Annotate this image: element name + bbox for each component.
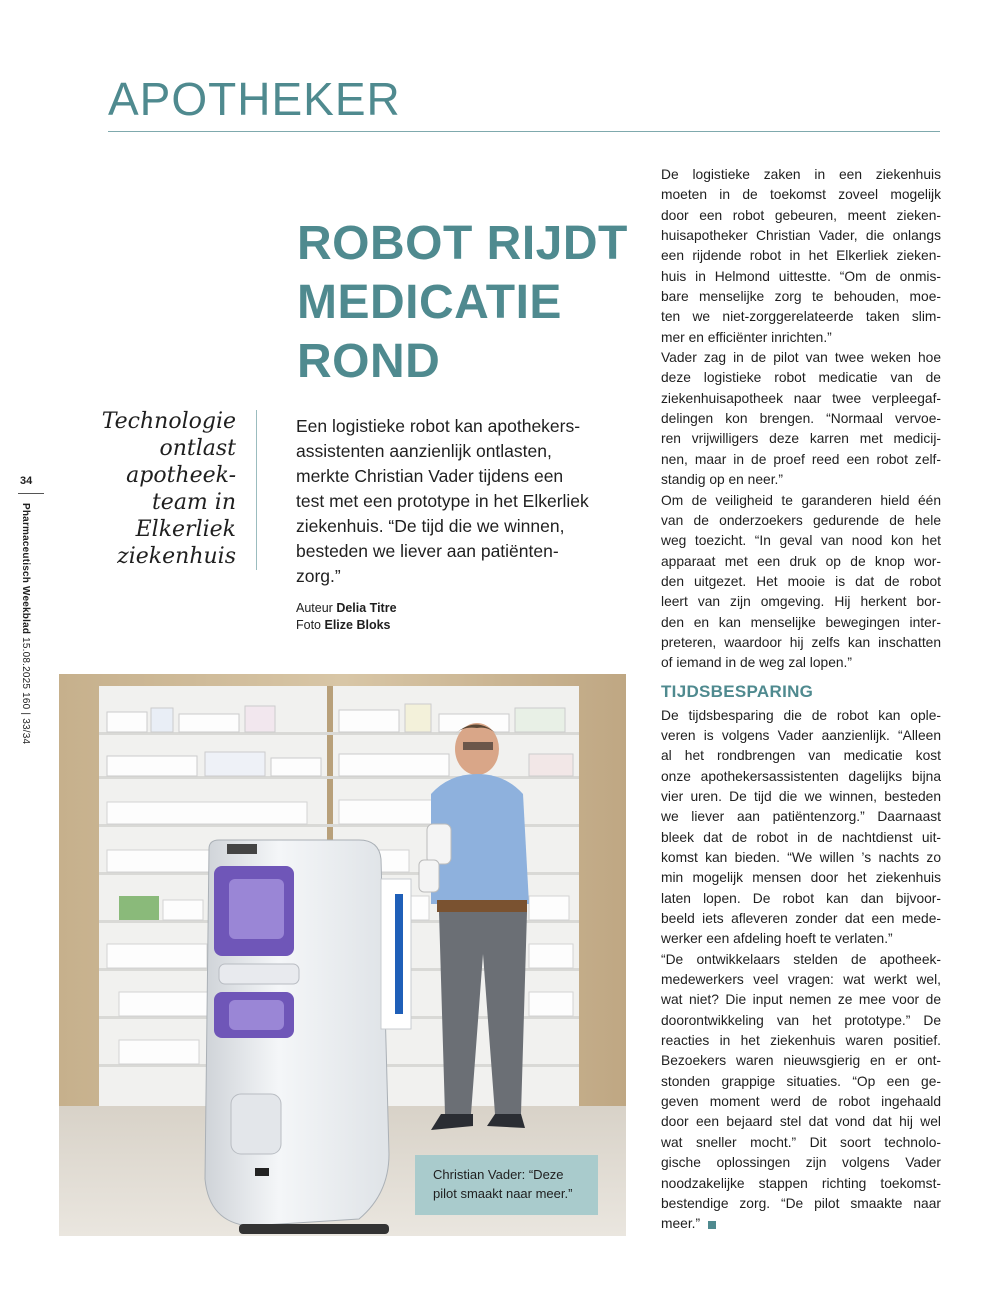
publication-name: Pharmaceutisch Weekblad bbox=[20, 503, 31, 635]
body-line: De logistieke zaken in een ziekenhuis bbox=[661, 167, 941, 182]
photographer-name: Elize Bloks bbox=[324, 618, 391, 632]
kicker-line: Elkerliek bbox=[135, 517, 236, 542]
body-line: apparaat met een druk op de knop wor- bbox=[661, 553, 941, 569]
kicker-line: ziekenhuis bbox=[117, 544, 236, 569]
body-line: den en kan menselijke bewegingen inter- bbox=[661, 614, 941, 630]
headline-line: ROND bbox=[297, 335, 441, 388]
body-line: werker een afdeling hoeft te verlaten.” bbox=[661, 931, 893, 947]
body-line: doorontwikkeling van het prototype.” De bbox=[661, 1012, 941, 1028]
body-line: door een robot gebeuren, meent zieken- bbox=[661, 207, 941, 223]
lede-line: test met een prototype in het Elkerliek bbox=[296, 491, 589, 511]
body-line: reacties in het ziekenhuis waren positief. bbox=[661, 1033, 941, 1049]
body-line: of iemand in de weg zal lopen.” bbox=[661, 655, 852, 671]
body-line: we liever aan patiëntenzorg.” Daarnaast bbox=[661, 809, 941, 825]
author-credit bbox=[296, 600, 397, 617]
body-line: leert van zijn omgeving. Hij herkent bor- bbox=[661, 594, 941, 610]
article-headline bbox=[297, 214, 647, 391]
body-line: gische oplossingen zijn volgens Vader bbox=[661, 1155, 941, 1171]
kicker-line: team in bbox=[151, 490, 236, 515]
kicker-line: apotheek- bbox=[126, 463, 236, 488]
lede-line: assistenten aanzienlijk ontlasten, bbox=[296, 441, 552, 461]
author-label: Auteur bbox=[296, 601, 333, 615]
body-line: min mogelijk mensen door het ziekenhuis bbox=[661, 870, 941, 886]
body-line: De tijdsbesparing die de robot kan ople- bbox=[661, 707, 941, 723]
body-column bbox=[661, 165, 941, 1235]
photo-illustration bbox=[59, 674, 626, 1236]
body-line: bare menselijke zorg te behouden, moe- bbox=[661, 289, 941, 305]
body-line: meer.” bbox=[661, 1214, 941, 1234]
headline-line: ROBOT RIJDT bbox=[297, 217, 628, 270]
folio-divider bbox=[18, 493, 44, 494]
headline-line: MEDICATIE bbox=[297, 276, 562, 329]
article-kicker bbox=[80, 408, 236, 570]
kicker-line: Technologie bbox=[101, 409, 236, 434]
body-line: bestendige zorg. “De pilot smaakte naar bbox=[661, 1195, 941, 1211]
body-line: Bezoekers waren nieuwsgierig en er ont- bbox=[661, 1053, 941, 1069]
article-photo bbox=[59, 674, 626, 1236]
body-line: delingen kon brengen. “Normaal vervoe- bbox=[661, 411, 941, 427]
photo-credit bbox=[296, 617, 397, 634]
caption-line: pilot smaakt naar meer.” bbox=[433, 1186, 573, 1201]
lede-line: Een logistieke robot kan apothekers- bbox=[296, 416, 581, 436]
body-line: preteren, waardoor hij zelfs kan inschatten bbox=[661, 634, 941, 650]
caption-line: Christian Vader: “Deze bbox=[433, 1167, 564, 1182]
kicker-divider bbox=[256, 410, 257, 570]
robot-illustration bbox=[205, 840, 389, 1234]
body-line: laten lopen. De robot kan dan bijvoor- bbox=[661, 890, 941, 906]
body-line: Om de veiligheid te garanderen hield één bbox=[661, 492, 941, 508]
body-line: van de onderzoekers gedurende de hele bbox=[661, 512, 941, 528]
lede-line: besteden we liever aan patiënten- bbox=[296, 541, 559, 561]
body-line: mer en efficiënter inrichten.” bbox=[661, 329, 832, 345]
body-line: een rijdende robot in het Elkerliek zieken- bbox=[661, 248, 941, 264]
lede-line: zorg.” bbox=[296, 566, 341, 586]
body-line: komst kan bieden. “We willen ’s nachts zo bbox=[661, 850, 941, 865]
body-line: geven moment werd de robot ingehaald bbox=[661, 1094, 941, 1110]
kicker-line: ontlast bbox=[159, 436, 236, 461]
lede-line: merkte Christian Vader tijdens een bbox=[296, 466, 564, 486]
body-line: “De ontwikkelaars stelden de apotheek- bbox=[661, 951, 941, 967]
body-line: nen, maar in de proef reed een robot zelf- bbox=[661, 451, 941, 467]
author-name: Delia Titre bbox=[336, 601, 397, 615]
body-line: onze apothekersassistenten dagelijks bijna bbox=[661, 768, 941, 784]
body-line: huisapotheker Christian Vader, die onlangs bbox=[661, 228, 941, 244]
body-line: weg toezicht. “In geval van nood kon het bbox=[661, 533, 941, 549]
body-part-2 bbox=[661, 706, 941, 1235]
body-line: moeten in de toekomst zoveel mogelijk bbox=[661, 187, 941, 203]
photo-label: Foto bbox=[296, 618, 322, 632]
publication-line bbox=[20, 503, 31, 744]
body-line: door een bejaard stel dat vond dat hij wel bbox=[661, 1114, 941, 1130]
body-line: noodzakelijke stappen richting toekomst- bbox=[661, 1175, 941, 1191]
page-number: 34 bbox=[20, 475, 33, 487]
body-line: Vader zag in de pilot van twee weken hoe bbox=[661, 350, 941, 366]
body-line: ren vrijwilligers deze karren met medicij- bbox=[661, 431, 941, 447]
lede-line: ziekenhuis. “De tijd die we winnen, bbox=[296, 516, 565, 536]
body-line: ziekenhuisapotheek naar twee verpleegaf- bbox=[661, 390, 941, 406]
body-line: stonden grappige situaties. “Op een ge- bbox=[661, 1073, 941, 1089]
body-line: wat sneller mocht.” Dit soort technolo- bbox=[661, 1134, 941, 1150]
article-lede bbox=[296, 414, 616, 589]
body-line: bleek dat de robot in de nachtdienst uit- bbox=[661, 829, 941, 845]
body-line: huis in Helmond uittestte. “Om de onmis- bbox=[661, 268, 941, 284]
body-line: medewerkers veel vragen: wat werkt wel, bbox=[661, 972, 941, 988]
section-divider bbox=[108, 131, 940, 132]
body-line: standig op en neer.” bbox=[661, 472, 783, 488]
end-mark-icon bbox=[708, 1221, 716, 1229]
body-line: deze logistieke robot medicatie van de bbox=[661, 370, 941, 386]
body-line: ten we niet-zorggerelateerde taken slim- bbox=[661, 309, 941, 325]
body-part-1 bbox=[661, 165, 941, 674]
body-line: wat niet? Die input nemen ze mee voor de bbox=[661, 992, 941, 1008]
body-line: al het rondbrengen van medicatie kost bbox=[661, 748, 941, 764]
section-title: APOTHEKER bbox=[108, 73, 401, 125]
body-line: beeld iets afleveren zonder dat een mede- bbox=[661, 911, 941, 927]
article-credits bbox=[296, 600, 397, 634]
body-line: vier uren. De tijd die we winnen, besteden bbox=[661, 788, 941, 804]
issue-info: 15.08.2025 160 | 33/34 bbox=[20, 637, 31, 745]
photo-caption bbox=[415, 1155, 598, 1215]
subheading: TIJDSBESPARING bbox=[661, 681, 814, 701]
body-line: den uitgezet. Het mooie is dat de robot bbox=[661, 573, 941, 589]
body-line: veren is volgens Vader aanzienlijk. “Alleen bbox=[661, 727, 941, 743]
